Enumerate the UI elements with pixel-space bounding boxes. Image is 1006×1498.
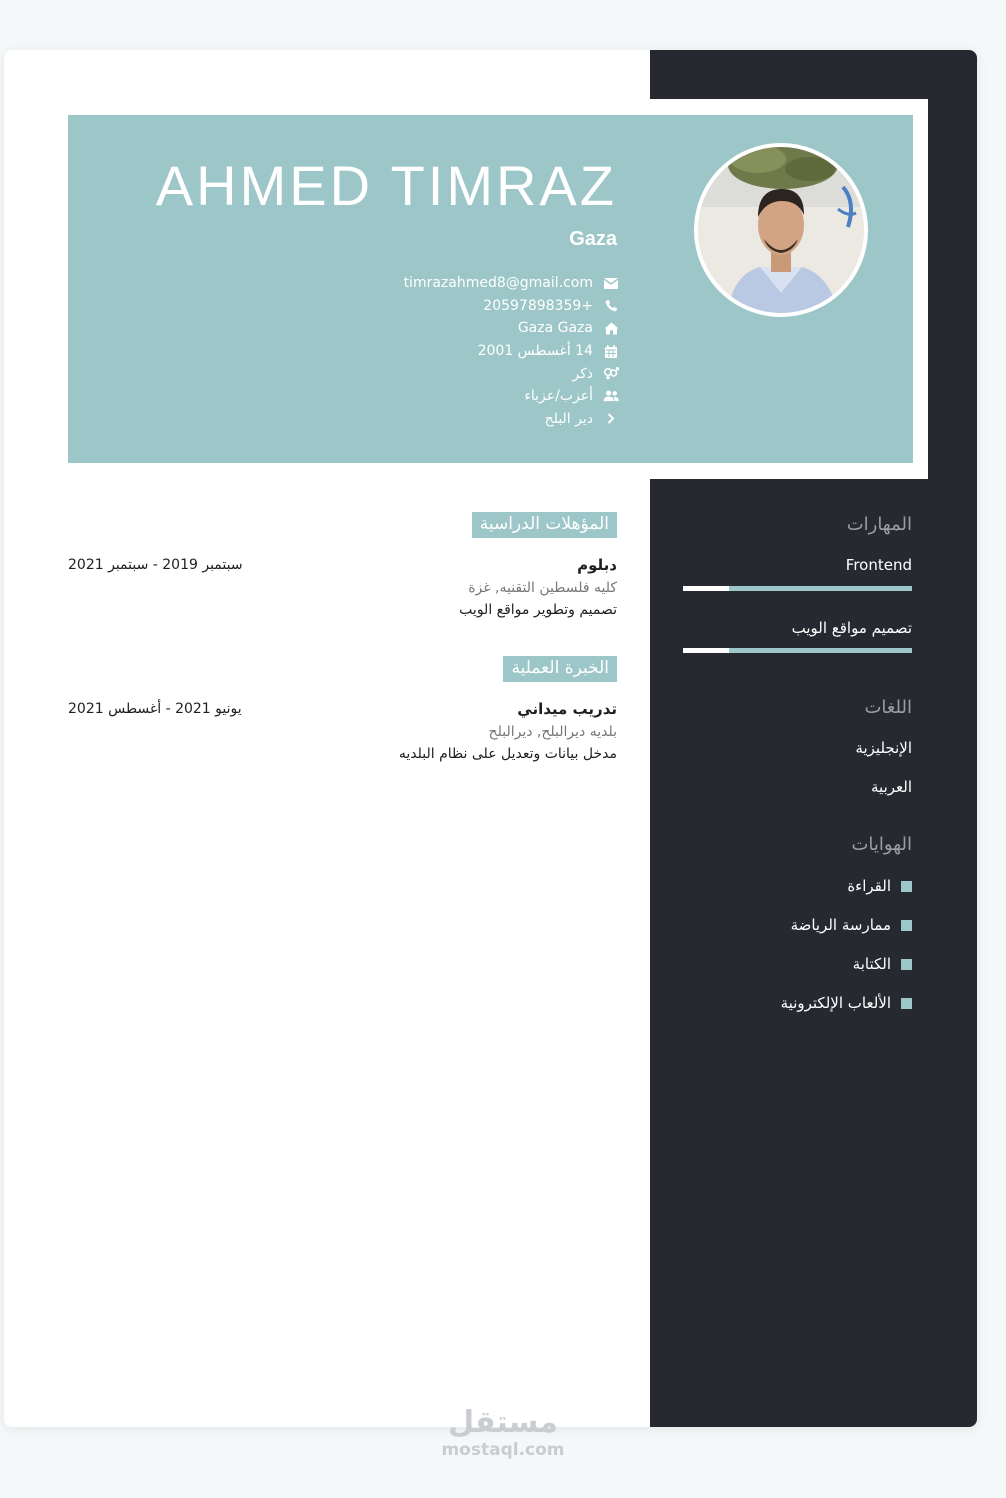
language-item: العربية xyxy=(871,778,912,796)
mostaql-watermark xyxy=(440,1406,566,1460)
hobby-item xyxy=(781,994,912,1012)
contact-locality xyxy=(219,408,619,431)
square-bullet-icon xyxy=(901,998,912,1009)
contact-email[interactable] xyxy=(219,272,619,295)
hobby-item xyxy=(847,877,912,895)
experience-section-title: الخبرة العملية xyxy=(503,656,617,682)
education-degree: دبلوم xyxy=(577,556,617,574)
square-bullet-icon xyxy=(901,920,912,931)
profile-header xyxy=(68,115,913,463)
language-item: الإنجليزية xyxy=(855,739,912,757)
contact-phone-text: 20597898359+ xyxy=(483,297,593,314)
hobby-item xyxy=(853,955,912,973)
hobbies-title: الهوايات xyxy=(851,834,912,855)
skill-label-frontend: Frontend xyxy=(845,556,912,574)
square-bullet-icon xyxy=(901,881,912,892)
profile-photo xyxy=(694,143,868,317)
contact-marital-status xyxy=(219,385,619,408)
gender-icon xyxy=(603,367,619,381)
contact-address xyxy=(219,317,619,340)
skill-bar-fill xyxy=(683,586,729,591)
watermark-latin: mostaql.com xyxy=(441,1440,565,1460)
contact-birthdate xyxy=(219,340,619,363)
home-icon xyxy=(603,321,619,335)
square-bullet-icon xyxy=(901,959,912,970)
contact-locality-text: دير البلح xyxy=(544,410,593,427)
profile-name: AHMED TIMRAZ xyxy=(155,154,617,217)
profile-city: Gaza xyxy=(569,228,617,250)
skill-label-web-design: تصميم مواقع الويب xyxy=(791,619,912,637)
contact-list xyxy=(219,272,619,430)
users-icon xyxy=(603,389,619,403)
contact-email-text: timrazahmed8@gmail.com xyxy=(403,275,593,292)
hobby-label: ممارسة الرياضة xyxy=(790,916,891,934)
contact-gender-text: ذكر xyxy=(572,365,593,382)
experience-date: يونيو 2021 - أغسطس 2021 xyxy=(68,701,242,717)
phone-icon xyxy=(603,299,619,313)
calendar-icon xyxy=(603,344,619,358)
experience-role: تدريب ميداني xyxy=(517,700,617,718)
watermark-arabic: مستقل xyxy=(448,1405,558,1440)
hobby-label: الألعاب الإلكترونية xyxy=(780,994,891,1012)
skill-bar-frontend xyxy=(683,586,912,591)
hobby-label: الكتابة xyxy=(852,955,891,973)
envelope-icon xyxy=(603,276,619,290)
education-description: تصميم وتطوير مواقع الويب xyxy=(459,602,617,618)
contact-address-text: Gaza Gaza xyxy=(517,320,593,337)
contact-phone[interactable] xyxy=(219,295,619,318)
education-section-title: المؤهلات الدراسية xyxy=(472,512,617,538)
experience-company: بلديه ديرالبلح, ديرالبلح xyxy=(488,724,617,740)
chevron-right-icon xyxy=(603,412,619,426)
skill-bar-fill xyxy=(683,648,729,653)
languages-title: اللغات xyxy=(864,697,912,718)
resume-card xyxy=(4,50,977,1427)
skill-bar-web-design xyxy=(683,648,912,653)
education-institution: كليه فلسطين التقنيه, غزة xyxy=(468,580,617,596)
skills-title: المهارات xyxy=(846,514,912,535)
contact-gender xyxy=(219,362,619,385)
hobby-item xyxy=(791,916,912,934)
contact-marital-status-text: أعزب/عزباء xyxy=(524,388,593,405)
experience-description: مدخل بيانات وتعديل على نظام البلديه xyxy=(398,746,617,762)
contact-birthdate-text: 14 أغسطس 2001 xyxy=(477,343,593,360)
hobby-label: القراءة xyxy=(847,877,891,895)
education-date: سبتمبر 2019 - سبتمبر 2021 xyxy=(68,557,243,573)
